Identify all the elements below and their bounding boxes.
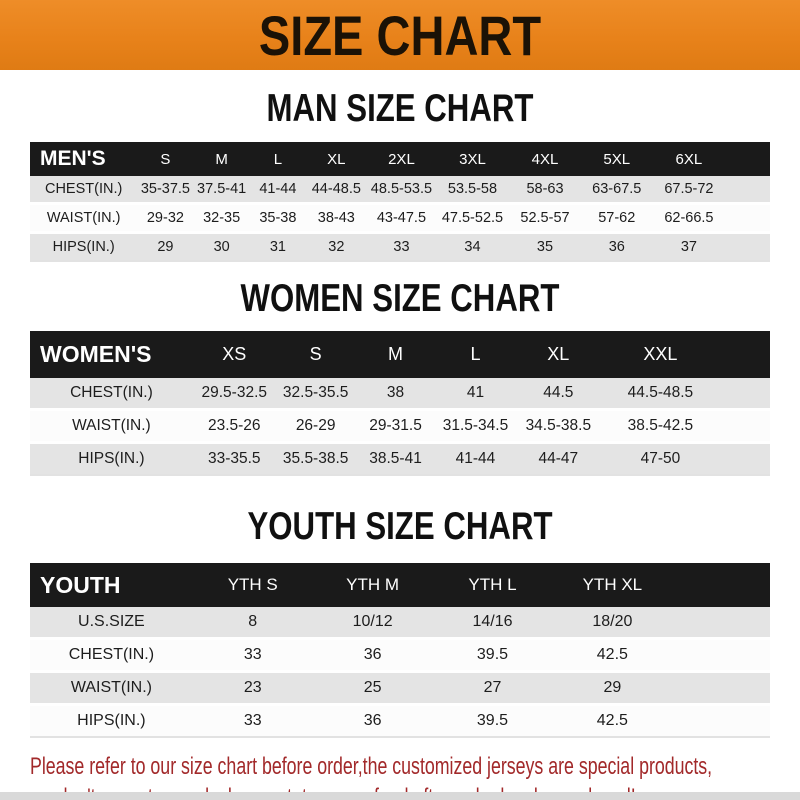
youth-column-header: YTH L: [433, 563, 553, 607]
header-filler: [672, 563, 770, 607]
size-value-cell: 41-44: [250, 176, 306, 205]
size-value-cell: 35-38: [250, 205, 306, 234]
women-table-row: [30, 411, 770, 444]
size-value-cell: 36: [581, 234, 652, 262]
size-value-cell: 58-63: [509, 176, 582, 205]
size-value-cell: 33: [193, 706, 313, 738]
row-filler: [720, 378, 770, 411]
men-header-label: MEN'S: [30, 142, 137, 176]
size-value-cell: 52.5-57: [509, 205, 582, 234]
women-column-header: XXL: [601, 331, 719, 378]
men-table-row: [30, 205, 770, 234]
men-size-table-wrap: [30, 142, 770, 262]
size-value-cell: 33: [193, 640, 313, 673]
size-value-cell: 29-31.5: [356, 411, 436, 444]
size-value-cell: 39.5: [433, 640, 553, 673]
size-value-cell: 43-47.5: [367, 205, 437, 234]
size-value-cell: 57-62: [581, 205, 652, 234]
size-value-cell: 37: [652, 234, 725, 262]
row-filler: [672, 640, 770, 673]
size-value-cell: 32-35: [194, 205, 250, 234]
size-value-cell: 38: [356, 378, 436, 411]
size-value-cell: 38.5-41: [356, 444, 436, 476]
men-column-header: 4XL: [509, 142, 582, 176]
size-value-cell: 23.5-26: [193, 411, 276, 444]
size-value-cell: 44.5: [515, 378, 601, 411]
youth-size-table: [30, 563, 770, 738]
size-value-cell: 47-50: [601, 444, 719, 476]
men-column-header: 2XL: [367, 142, 437, 176]
men-table-row: [30, 176, 770, 205]
women-column-header: M: [356, 331, 436, 378]
size-value-cell: 38.5-42.5: [601, 411, 719, 444]
size-value-cell: 29: [552, 673, 672, 706]
size-value-cell: 67.5-72: [652, 176, 725, 205]
men-header-row: [30, 142, 770, 176]
size-value-cell: 23: [193, 673, 313, 706]
women-table-row: [30, 444, 770, 476]
youth-size-table-wrap: [30, 563, 770, 738]
size-value-cell: 29: [137, 234, 193, 262]
women-column-header: XL: [515, 331, 601, 378]
size-value-cell: 48.5-53.5: [367, 176, 437, 205]
row-filler: [672, 706, 770, 738]
size-value-cell: 8: [193, 607, 313, 640]
size-value-cell: 42.5: [552, 640, 672, 673]
row-label: CHEST(IN.): [30, 176, 137, 205]
size-value-cell: 33-35.5: [193, 444, 276, 476]
size-value-cell: 36: [313, 640, 433, 673]
header-filler: [720, 331, 770, 378]
size-value-cell: 31.5-34.5: [436, 411, 516, 444]
row-label: HIPS(IN.): [30, 234, 137, 262]
row-label: WAIST(IN.): [30, 205, 137, 234]
youth-column-header: YTH S: [193, 563, 313, 607]
size-value-cell: 32.5-35.5: [276, 378, 356, 411]
row-filler: [726, 176, 770, 205]
bottom-gray-strip: [0, 792, 800, 800]
size-value-cell: 29-32: [137, 205, 193, 234]
size-value-cell: 37.5-41: [194, 176, 250, 205]
youth-table-row: [30, 640, 770, 673]
men-table-row: [30, 234, 770, 262]
disclaimer-line-1: Please refer to our size chart before order,the customized jerseys are special products,: [30, 753, 713, 780]
size-value-cell: 27: [433, 673, 553, 706]
size-value-cell: 63-67.5: [581, 176, 652, 205]
women-chart-title: WOMEN SIZE CHART: [240, 277, 560, 320]
size-value-cell: 14/16: [433, 607, 553, 640]
size-value-cell: 33: [367, 234, 437, 262]
row-filler: [720, 444, 770, 476]
women-header-row: [30, 331, 770, 378]
size-value-cell: 34: [436, 234, 509, 262]
men-column-header: 5XL: [581, 142, 652, 176]
row-label: WAIST(IN.): [30, 673, 193, 706]
women-column-header: S: [276, 331, 356, 378]
youth-table-row: [30, 673, 770, 706]
row-filler: [726, 205, 770, 234]
row-label: CHEST(IN.): [30, 378, 193, 411]
men-column-header: S: [137, 142, 193, 176]
row-label: CHEST(IN.): [30, 640, 193, 673]
men-column-header: 3XL: [436, 142, 509, 176]
row-label: HIPS(IN.): [30, 444, 193, 476]
size-value-cell: 18/20: [552, 607, 672, 640]
men-chart-title: MAN SIZE CHART: [266, 87, 534, 130]
size-value-cell: 31: [250, 234, 306, 262]
size-value-cell: 44-47: [515, 444, 601, 476]
youth-header-label: YOUTH: [30, 563, 193, 607]
size-value-cell: 44-48.5: [306, 176, 367, 205]
row-filler: [720, 411, 770, 444]
men-column-header: 6XL: [652, 142, 725, 176]
header-filler: [726, 142, 770, 176]
size-value-cell: 41: [436, 378, 516, 411]
women-size-table-wrap: [30, 331, 770, 476]
size-value-cell: 34.5-38.5: [515, 411, 601, 444]
row-filler: [672, 673, 770, 706]
size-value-cell: 41-44: [436, 444, 516, 476]
men-size-table: [30, 142, 770, 262]
row-label: HIPS(IN.): [30, 706, 193, 738]
size-value-cell: 35.5-38.5: [276, 444, 356, 476]
row-filler: [672, 607, 770, 640]
youth-chart-title: YOUTH SIZE CHART: [247, 505, 553, 548]
men-column-header: L: [250, 142, 306, 176]
size-value-cell: 44.5-48.5: [601, 378, 719, 411]
row-label: WAIST(IN.): [30, 411, 193, 444]
row-filler: [726, 234, 770, 262]
men-column-header: M: [194, 142, 250, 176]
women-table-row: [30, 378, 770, 411]
women-column-header: L: [436, 331, 516, 378]
row-label: U.S.SIZE: [30, 607, 193, 640]
size-value-cell: 30: [194, 234, 250, 262]
youth-table-row: [30, 706, 770, 738]
size-value-cell: 29.5-32.5: [193, 378, 276, 411]
size-value-cell: 10/12: [313, 607, 433, 640]
women-size-table: [30, 331, 770, 476]
size-chart-banner: [0, 0, 800, 70]
youth-table-row: [30, 607, 770, 640]
size-value-cell: 35-37.5: [137, 176, 193, 205]
size-value-cell: 38-43: [306, 205, 367, 234]
women-header-label: WOMEN'S: [30, 331, 193, 378]
size-value-cell: 62-66.5: [652, 205, 725, 234]
banner-title: SIZE CHART: [258, 3, 542, 67]
size-value-cell: 36: [313, 706, 433, 738]
size-value-cell: 53.5-58: [436, 176, 509, 205]
size-value-cell: 26-29: [276, 411, 356, 444]
youth-header-row: [30, 563, 770, 607]
size-value-cell: 25: [313, 673, 433, 706]
men-column-header: XL: [306, 142, 367, 176]
youth-column-header: YTH XL: [552, 563, 672, 607]
women-column-header: XS: [193, 331, 276, 378]
youth-column-header: YTH M: [313, 563, 433, 607]
size-value-cell: 39.5: [433, 706, 553, 738]
size-value-cell: 32: [306, 234, 367, 262]
size-value-cell: 47.5-52.5: [436, 205, 509, 234]
size-value-cell: 35: [509, 234, 582, 262]
size-value-cell: 42.5: [552, 706, 672, 738]
